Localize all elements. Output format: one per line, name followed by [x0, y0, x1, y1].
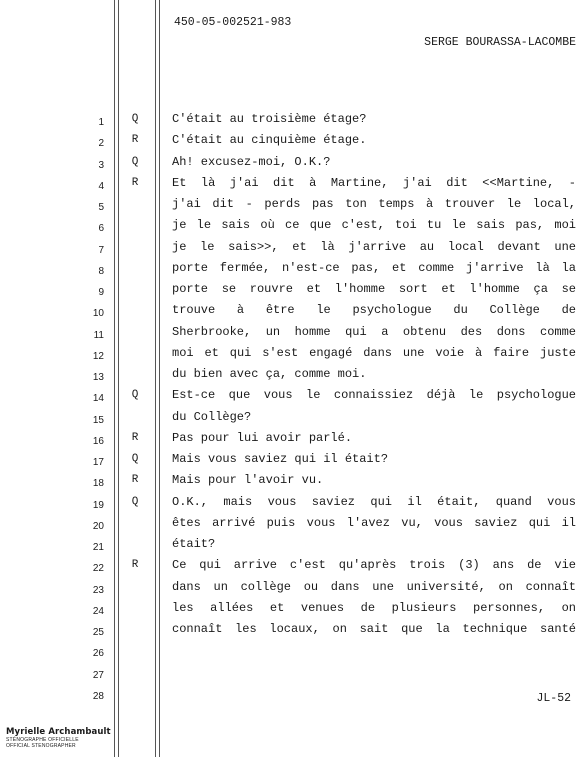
transcript-line — [0, 259, 585, 280]
line-text: du bien avec ça, comme moi. — [172, 367, 367, 381]
transcript-line — [0, 174, 585, 195]
transcript-line — [0, 153, 585, 174]
line-number: 23 — [92, 584, 104, 596]
line-text: Et là j'ai dit à Martine, j'ai dit <<Martine, - — [172, 175, 576, 190]
line-number: 6 — [98, 223, 104, 235]
transcript-line — [0, 493, 585, 514]
line-number: 13 — [92, 372, 104, 383]
line-text: Est-ce que vous le connaissiez déjà le psychologue — [172, 388, 576, 403]
line-text: Mais pour l'avoir vu. — [172, 473, 324, 488]
transcript-line — [0, 216, 585, 237]
line-number: 24 — [92, 605, 104, 617]
line-number: 22 — [92, 563, 104, 575]
line-number: 19 — [92, 499, 104, 511]
line-number: 20 — [92, 520, 104, 532]
line-number: 1 — [98, 117, 104, 128]
line-text: C'était au troisième étage? — [172, 112, 367, 126]
line-number: 12 — [92, 350, 104, 362]
transcript-line — [0, 684, 585, 705]
line-number: 7 — [98, 244, 104, 256]
line-number: 11 — [93, 329, 104, 341]
line-text: du Collège? — [172, 409, 252, 424]
page-label: JL-52 — [536, 692, 571, 705]
line-text: trouve à être le psychologue du Collège de — [172, 303, 576, 318]
transcript-line — [0, 280, 585, 301]
file-number: 450-05-002521-983 — [174, 16, 292, 29]
transcript-line — [0, 344, 585, 365]
speaker-marker: Q — [131, 453, 139, 465]
transcript-line — [0, 408, 585, 429]
line-number: 14 — [92, 393, 104, 405]
line-number: 18 — [92, 478, 104, 490]
line-number: 9 — [98, 287, 104, 298]
line-text: êtes arrivé puis vous l'avez vu, vous saviez qui il — [172, 515, 576, 530]
line-text: Ah! excusez-moi, O.K.? — [172, 154, 331, 169]
stenographer-signature-block — [6, 727, 111, 749]
transcript-line — [0, 110, 585, 131]
speaker-marker: R — [131, 431, 139, 444]
line-number: 28 — [92, 690, 104, 702]
speaker-marker: Q — [131, 113, 139, 125]
speaker-marker: R — [131, 134, 139, 147]
line-text: dans un collège ou dans une université, on connaît — [172, 579, 576, 594]
transcript-line — [0, 663, 585, 684]
line-text: connaît les locaux, on sait que la technique santé — [172, 622, 576, 636]
transcript-line — [0, 301, 585, 322]
line-number: 27 — [92, 669, 104, 681]
transcript-line — [0, 556, 585, 577]
transcript-line — [0, 238, 585, 259]
line-text: Mais vous saviez qui il était? — [172, 452, 389, 466]
line-number: 21 — [92, 542, 104, 553]
line-text: les allées et venues de plusieurs personnes, on — [172, 600, 576, 615]
line-text: je le sais où ce que c'est, toi tu le sais pas, moi — [172, 218, 576, 233]
line-text: Sherbrooke, un homme qui a obtenu des dons comme — [172, 324, 576, 339]
transcript-line — [0, 386, 585, 407]
line-number: 15 — [92, 414, 104, 426]
line-text: était? — [172, 537, 216, 551]
transcript-lines — [0, 110, 585, 705]
transcript-line — [0, 195, 585, 216]
transcript-line — [0, 599, 585, 620]
speaker-marker: R — [131, 176, 139, 189]
speaker-marker: Q — [131, 389, 139, 402]
line-text: Ce qui arrive c'est qu'après trois (3) ans de vie — [172, 558, 576, 573]
line-number: 5 — [98, 202, 104, 213]
transcript-line — [0, 429, 585, 450]
transcript-line — [0, 620, 585, 641]
line-text: C'était au cinquième étage. — [172, 133, 367, 148]
speaker-marker: Q — [131, 495, 139, 508]
witness-name: SERGE BOURASSA-LACOMBE — [424, 36, 576, 49]
transcript-line — [0, 323, 585, 344]
line-text: porte fermée, n'est-ce pas, et comme j'arrive là la — [172, 260, 576, 275]
transcript-line — [0, 641, 585, 662]
speaker-marker: R — [131, 474, 139, 487]
line-text: je le sais>>, et là j'arrive au local devant une — [172, 239, 576, 254]
stenographer-title-fr: STÉNOGRAPHE OFFICIELLE — [6, 737, 79, 743]
line-number: 2 — [98, 138, 104, 150]
line-number: 16 — [92, 435, 104, 447]
transcript-line — [0, 450, 585, 471]
transcript-line — [0, 578, 585, 599]
line-text: porte se rouvre et l'homme sort et l'homme ça se — [172, 282, 576, 296]
line-number: 10 — [92, 308, 104, 320]
line-number: 25 — [92, 627, 104, 638]
line-text: O.K., mais vous saviez qui il était, quand vous — [172, 494, 576, 509]
stenographer-name: Myrielle Archambault — [6, 727, 111, 737]
line-number: 4 — [98, 180, 104, 192]
transcript-line — [0, 514, 585, 535]
speaker-marker: Q — [131, 155, 139, 168]
line-text: moi et qui s'est engagé dans une voie à faire juste — [172, 345, 576, 360]
line-number: 26 — [92, 648, 104, 660]
transcript-line — [0, 365, 585, 386]
line-text: Pas pour lui avoir parlé. — [172, 430, 353, 445]
transcript-line — [0, 471, 585, 492]
stenographer-title-en: OFFICIAL STENOGRAPHER — [6, 743, 76, 749]
transcript-line — [0, 131, 585, 152]
transcript-line — [0, 535, 585, 556]
speaker-marker: R — [131, 559, 139, 572]
line-number: 8 — [98, 265, 104, 277]
line-number: 17 — [92, 457, 104, 468]
line-text: j'ai dit - perds pas ton temps à trouver le local, — [172, 197, 576, 211]
line-number: 3 — [98, 159, 104, 171]
